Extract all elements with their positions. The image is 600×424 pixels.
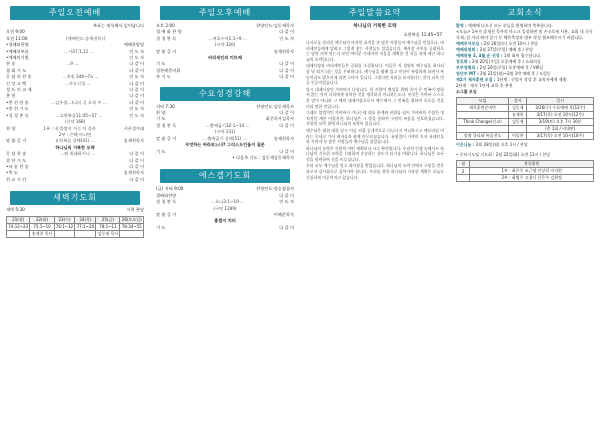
order-leader: 다 같 이: [129, 151, 144, 157]
news-text: 1월 회비 접수합니다.: [503, 53, 542, 58]
order-line: [2, 177, 148, 183]
order-leader: 인 도 자: [129, 48, 144, 54]
news-text: 2단계 : 제자 1단계 교육 후 추천: [456, 83, 513, 88]
order-item: 저녁 7:30: [156, 103, 175, 109]
news-text: <오늘> 1부가 송재천 목사의 마스크 입장하면 및 손소독제 사용, 교회 내 식사 자제, 한 자리 띄어 앉기 등 체온측정과 명부 작성 협조해주시기 바랍니다.: [456, 29, 593, 40]
morning-worship-header: 주일오전예배: [10, 6, 140, 20]
news-key: 예배위원 3, 4월 순 선정 :: [456, 53, 504, 58]
order-leader: 다 같 이: [129, 99, 144, 105]
order-detail: [165, 225, 279, 231]
order-leader: 다 같 이: [129, 163, 144, 169]
order-leader: 인 도 자: [129, 55, 144, 61]
order-item: •축 도: [6, 170, 18, 176]
order-detail: (예배인도:송재천목사: [66, 35, 106, 41]
table-cell: 3/17(목) 오전 10시(12주): [527, 112, 594, 119]
order-leader: 회중목사김목사: [265, 116, 294, 122]
table-cell: 봉헌위원: [470, 161, 594, 168]
summary-paragraph: 당시 대제사장인 가야바가 나섭니다. 한 사람이 백성을 위해 죽어 온 민족이 망하지 않는 것이 너희에게 유익한 것을 생각하지 아니하는도다. 이것은 가야바 스스로 한 말이 아니라 그 해의 대제사장으로서 예수께서 그 민족을 위하여 죽으실 것을 미리 말한 것입니다.: [306, 86, 444, 109]
order-item: 친 교 시 간: [6, 176, 27, 182]
table-cell: 김동재: [509, 119, 527, 126]
order-leader: 다 같 이: [129, 87, 144, 93]
order-detail: [156, 155, 232, 161]
order-leader: 다 같 이: [129, 80, 144, 86]
order-detail: 2부 : 은혜 아니면: [58, 131, 92, 137]
order-detail: (구약 320): [214, 42, 236, 48]
order-item: 오후 2:00: [156, 23, 175, 28]
afternoon-order-list-2: [152, 61, 298, 80]
news-text: 예배에 나오신 모든 분들을 환영하며 축복합니다.: [468, 23, 554, 28]
order-leader: 인 도 자: [279, 199, 294, 205]
table-cell: 24(목): [75, 216, 96, 223]
order-item: 기 도: [156, 61, 166, 67]
table-cell: 74:12~23: [8, 224, 29, 230]
order-item: 말 씀 증 거: [156, 48, 177, 54]
table-cell: 일시: [527, 98, 594, 105]
order-leader: 찬양인도:김동재목사: [256, 23, 294, 28]
order-detail: …뭐 원태하시니 …: [60, 151, 96, 157]
order-leader: 인 도 자: [129, 112, 144, 118]
order-detail: [171, 74, 279, 80]
order-leader: 찬양인도:김동재목사: [256, 103, 294, 109]
order-item: 결 단 기 도: [6, 157, 27, 163]
table-cell: 3/17(목) 오전 10시(10주): [527, 133, 594, 140]
afternoon-worship-header: 주일오후예배: [160, 6, 290, 20]
order-line: [152, 225, 298, 231]
table-cell: [120, 230, 144, 237]
order-detail: [26, 177, 129, 183]
order-item: 경 배 와 찬 양: [156, 29, 182, 35]
order-detail: …9 …: [66, 61, 79, 67]
order-detail: …사도신경 …: [64, 80, 91, 86]
order-detail: …출애굽기 강해(51) …: [203, 135, 247, 141]
order-detail: …요나3:1~10 …: [211, 199, 245, 205]
table-cell: 말씀 큐티와 복음전도: [457, 133, 509, 140]
order-item: 응 답 의 찬 송: [6, 74, 32, 80]
order-leader: 다 같 이: [279, 29, 294, 35]
order-leader: 다 같 이: [129, 93, 144, 99]
table-cell: 2부 : 최병주 고경식 신은주 김현정: [470, 175, 594, 182]
table-cell: [457, 112, 509, 119]
dawn-prayer-header: 새벽기도회: [10, 191, 140, 205]
order-item: 성 경 봉 독: [156, 35, 177, 41]
column-sermon-summary: [302, 0, 448, 424]
order-item: 찬 양: [6, 125, 16, 131]
dawn-schedule-table: [6, 216, 144, 238]
order-leader: 다 같 이: [129, 176, 144, 182]
sermon-title: 하나님의 거룩한 모략: [55, 144, 95, 150]
table-cell: 이종찬: [509, 133, 527, 140]
morning-order-list-2: [2, 151, 148, 183]
order-item: 찬 송: [6, 61, 16, 67]
friday-title: 좋겠지 치러: [214, 218, 236, 224]
friday-prayer-header: 에스겔기도회: [160, 169, 290, 183]
order-item: 오전 9:00: [6, 29, 25, 35]
order-leader: 다 같 이: [279, 122, 294, 128]
column-afternoon-worship: [152, 0, 298, 424]
news-key: 부부장회의 :: [456, 65, 480, 70]
table-cell: 77:1~20: [76, 224, 95, 230]
column-morning-worship: [2, 0, 148, 424]
news-text: 2월 20일(주일) 오후예배 후 / 소회의실: [471, 59, 541, 64]
news-list-2: [452, 142, 598, 148]
summary-title: 하나님의 거룩한 모략: [353, 24, 397, 29]
table-cell: 21(월): [7, 216, 30, 223]
order-leader: 다 같 이: [279, 61, 294, 67]
summary-paragraph: 하나님의 모략은 사람의 어떤 계획보다 크고 완전합니다. 우리의 인생 속에서도 하나님의 거룩한 모략을 신뢰하며 순종하는 성도가 되기를 바랍니다. 하나님은 모든 것을 합력하여 선을 이루십니다.: [306, 145, 444, 162]
news-key: 장로회 :: [456, 59, 472, 64]
wednesday-order-list: [152, 104, 298, 142]
table-cell: 3/19(토) 오후 7시 30분: [527, 119, 594, 126]
order-item: 경배와찬양: [156, 192, 177, 198]
order-detail: (신약 168): [64, 119, 86, 125]
order-leader: • 다음주 기도 : 김동재김동재목사: [232, 154, 294, 160]
order-leader: 다 같 이: [279, 148, 294, 154]
order-detail: …여호수아1:1~9 …: [208, 35, 248, 41]
order-leader: ※표는 재석해서 일어납니다: [93, 23, 144, 28]
table-row: [457, 112, 594, 119]
afternoon-order-list: [152, 23, 298, 55]
table-cell: 75:1~10: [30, 223, 54, 230]
order-item: •봉 헌 기 도: [6, 106, 29, 112]
order-leader: 시온성가대: [123, 125, 144, 131]
table-cell: 제자훈련준비반: [457, 105, 509, 112]
table-cell: 76:1~12: [55, 224, 74, 230]
order-line: [152, 155, 298, 161]
order-item: •예배의기원: [6, 55, 29, 61]
order-line: [152, 74, 298, 80]
order-item: 말 씀 증 거: [156, 135, 177, 141]
friday-order-list: [152, 186, 298, 218]
summary-paragraph: 대제사장과 바리새인들은 공회를 소집합니다. 이들은 저 성원이 예수님을 최사되음 및 퇴거 되는 것을 우려합니다. 예수님을 영해 있고 민심이 폭발하게 되면서 폭동이라도 발으키게 되면 로마가 입니다. 그렇다면 자리를 유지한다는 것이 더욱 만들 인공이었습니다.: [306, 63, 444, 86]
table-row: [457, 175, 594, 182]
order-item: 성 경 봉 독: [156, 199, 177, 205]
table-cell: 22(화): [30, 216, 54, 223]
table-cell: 모임: [457, 98, 509, 105]
order-item: 말 씀 증 거: [156, 211, 177, 217]
order-item: 봉 헌: [6, 93, 16, 99]
order-leader: 송재천목사: [273, 135, 294, 141]
table-cell: [457, 175, 470, 182]
table-cell: [54, 230, 75, 237]
table-cell: 김동재: [509, 105, 527, 112]
order-leader: 이해준목사: [273, 211, 294, 217]
column-church-news: [452, 0, 598, 424]
church-news-header: 교회소식: [460, 6, 590, 20]
news-list: [452, 23, 598, 89]
morning-order-list: [2, 23, 148, 145]
summary-paragraph: 나사로를 살리신 예수님의 마지막 표적을 본 많은 사람들이 예수님을 믿었으나, 바리새인들에게 알려고 그렇게 찾는 사람들도 있었습니다. 제사장 사이를 공회하으는 당의 지야 잇는가 보던 여러분 가데자의 죽음을 계획한 것 자들 뒤에 세난 하나님의 모략입니다.: [306, 40, 444, 62]
order-leader: 인 도 자: [129, 74, 144, 80]
order-item: (금) 저녁 9:00: [156, 186, 184, 192]
news-text: 1단계 : 신앙서 작성 후 교육자에게 제출: [496, 77, 567, 82]
table-cell: 25(금): [96, 216, 120, 223]
order-item: 기 도: [156, 224, 166, 230]
order-detail: …김우림…(나의 길 오직 주 …: [50, 99, 107, 105]
summary-body: [302, 40, 448, 180]
news-text: 2월 26일(토) 오전 10시 / 본당: [483, 41, 539, 46]
order-item: 성 도 의 교 제: [6, 87, 32, 93]
table-cell: (총 1회 / 비대면): [527, 126, 594, 133]
order-detail: (구약 1289): [213, 205, 237, 211]
table-cell: 26(토요일): [121, 216, 142, 222]
order-detail: …출애굽기32:1~14 …: [205, 122, 250, 128]
news-key: 청년부 MT :: [456, 71, 481, 76]
table-row: [457, 133, 594, 140]
volunteer-table: [456, 160, 594, 182]
order-item: 주 기 도: [156, 74, 171, 80]
order-item: 응 답 찬 송: [6, 151, 27, 157]
order-leader: 다 같 이: [279, 224, 294, 230]
order-leader: 다 같 이: [279, 110, 294, 116]
order-leader: 다 같 이: [129, 61, 144, 67]
order-leader: 인 도 자: [129, 106, 144, 112]
news-key: 이웃나눔 :: [456, 142, 476, 147]
order-detail: 1부 : 내 불쌍이 가득 차 올라: [43, 125, 96, 131]
summary-reference: 요한복음 11:45~57: [403, 32, 442, 37]
order-leader: 예배찬양팀: [123, 42, 144, 48]
table-cell: 3/16(수) 수요예배 후(12주): [527, 105, 594, 112]
order-leader: 다 같 이: [279, 74, 294, 80]
news-key: 예배부서모임 :: [456, 41, 484, 46]
order-item: 신 앙 고 백: [6, 80, 27, 86]
order-detail: …요한복음11:45~57 …: [55, 112, 103, 118]
table-cell: 78:1~11: [96, 223, 120, 230]
order-detail: …시47:1,11 …: [64, 48, 94, 54]
order-leader: 송재천목사: [273, 48, 294, 54]
table-cell: [7, 230, 30, 237]
news-item: [452, 142, 598, 148]
order-item: •파 송 찬 송: [6, 163, 29, 169]
small-group-table: [456, 97, 594, 140]
order-item: •예배의부름: [6, 48, 29, 54]
news-key: 환영 :: [456, 23, 469, 28]
order-leader: 인 도 자: [279, 35, 294, 41]
order-item: 찬 양: [156, 110, 166, 116]
table-cell: 78:34~55: [121, 224, 142, 230]
table-cell: [457, 126, 509, 133]
order-item: 오전 11:00: [6, 35, 28, 41]
order-leader: 다 같 이: [279, 67, 294, 73]
news-text: 2월 20일(주일) 오후예배 후 / VIP실: [479, 65, 544, 70]
table-row: [457, 119, 594, 126]
order-detail: 요한복음 강해(41) …: [55, 138, 95, 144]
order-item: •경배와찬양: [6, 42, 29, 48]
order-leader: 다 같 이: [129, 67, 144, 73]
table-cell: 2: [457, 168, 470, 175]
order-leader: 다 같 이: [279, 192, 294, 198]
table-row: [457, 105, 594, 112]
summary-paragraph: 그래도 불법적인 가야바가 가나는데 죄를 한계와 권위를 넘어 가야바의 주장은 정치적인 계산 이었지만, 하나님은 그 말을 통하여 구원의 복음을 선포하셨습니다. 사람의 모략 위에 하나님의 모략이 있습니다.: [306, 110, 444, 127]
table-cell: [75, 230, 96, 237]
dawn-info: 새벽 5:30 시편 본당: [6, 207, 144, 213]
table-cell: 김동재 목사: [97, 230, 119, 236]
news-key: 예배위원회 :: [456, 47, 480, 52]
table-cell: 송재천: [509, 112, 527, 119]
news-text: 2월 21일(월)~2월 1박 예배 후 / 도림동: [480, 71, 551, 76]
order-item: 성 경 봉 독: [156, 122, 177, 128]
friday-order-list-2: [152, 225, 298, 231]
sermon-summary-header: 주일말씀요약: [310, 6, 440, 20]
news-text: 2월 27일(주일) 예배 후 / 본당: [479, 47, 533, 52]
order-leader: 찬양인도:정승겸집사: [256, 186, 294, 192]
news-key: 제2기 제자훈련 모집 :: [456, 77, 497, 82]
table-cell: [509, 126, 527, 133]
table-cell: 강사: [509, 98, 527, 105]
order-leader: 다 같 이: [129, 157, 144, 163]
table-cell: Think Change(선교): [457, 119, 509, 126]
wednesday-header: 수요성경강해: [160, 87, 290, 101]
order-item: 성찬례준비위: [156, 67, 181, 73]
wednesday-order-list-2: [152, 149, 298, 162]
news-item: [452, 29, 598, 41]
table-row: [457, 126, 594, 133]
wednesday-title: 무엇하는 바라보느냐? 그리스도인들이 질문: [185, 142, 265, 148]
news-text: 2월 28일(월) 오후 1시 / 본당: [475, 142, 528, 147]
order-leader: 송재천목사: [123, 138, 144, 144]
order-detail: …찬송 346~7a …: [62, 74, 99, 80]
order-leader: 송재천목사: [123, 170, 144, 176]
order-item: 참 회 기 도: [6, 67, 27, 73]
table-cell: 1부 : 최은주 조근영 안상희 이지현: [470, 168, 594, 175]
order-item: 말 씀 증 거: [6, 138, 27, 144]
small-group-label: 소그룹 모임: [456, 89, 477, 94]
table-cell: 23(수): [54, 216, 75, 223]
summary-paragraph: 예수님은 대한 대한 당시 이를 직접 공개적으로 다니시지 아니하시고 에브라임 이라는 동네로 가서 제자들과 함께 머무르셨습니다. 유월절이 가까이 오자 유대인들과 가이야 등 많은 사람들이 예수님을 찾았습니다.: [306, 127, 444, 145]
order-item: •성 경 봉 독: [6, 112, 29, 118]
order-item: 기 도: [156, 148, 166, 154]
summary-paragraph: 우리 모두 예수님을 믿고 죄사함을 받았습니다. 하나님의 모략 안에서 구원을 얻은 자로서 감사함으로 살아가야 합니다. 우리를 향한 하나님의 거룩한 계획은 오늘도 신실하게 이루어지고 있습니다.: [306, 163, 444, 180]
order-item: •봉 헌 찬 송: [6, 99, 29, 105]
order-detail: (구약 131): [214, 129, 236, 135]
volunteer-title: • 중보기도팀 기도회 : 2월 22일(화) 오전 11시 / 본당: [456, 152, 551, 157]
table-cell: 송재천 목사: [31, 230, 53, 236]
table-cell: 월: [457, 161, 470, 168]
table-row: [457, 168, 594, 175]
order-item: 기 도: [156, 116, 166, 122]
afternoon-sermon-title: 바리새인의 미트배: [208, 55, 242, 61]
